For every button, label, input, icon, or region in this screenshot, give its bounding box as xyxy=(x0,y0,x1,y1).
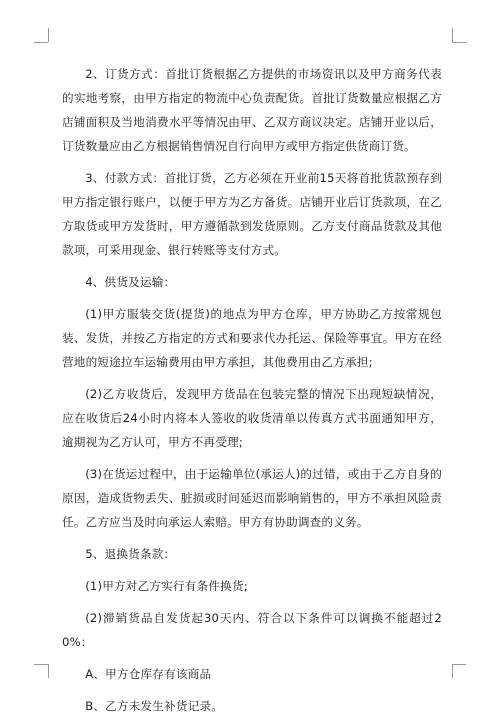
paragraph-order-method: 2、订货方式：首批订货根据乙方提供的市场资讯以及甲方商务代表的实地考察，由甲方指定的物流中心负责配货。首批订货数量应根据乙方店铺面积及当地消费水平等情况由甲、乙双方商议决定。店铺开业以后，订货数量应由乙方根据销售情况自行向甲方或甲方指定供货商订货。 xyxy=(62,67,442,153)
paragraph-payment-method: 3、付款方式：首批订货，乙方必须在开业前15天将首批货款预存到甲方指定银行账户，以便于甲方为乙方备货。店铺开业后订货款项，在乙方取货或甲方发货时，甲方遵循款到发货原则。乙方支付商品货款及其他款项，可采用现金、银行转账等支付方式。 xyxy=(62,171,442,257)
document-body xyxy=(62,62,442,718)
paragraph-condition-a: A、甲方仓库存有该商品 xyxy=(85,667,212,681)
paragraph-supply-item-3: (3)在货运过程中，由于运输单位(承运人)的过错，或由于乙方自身的原因，造成货物丢失、脏损或时间延迟而影响销售的，甲方不承担风险责任。乙方应当及时向承运人索赔。甲方有协助调查的义务。 xyxy=(62,467,442,529)
paragraph-return-item-2: (2)滞销货品自发货起30天内、符合以下条件可以调换不能超过20%： xyxy=(62,611,442,649)
heading-supply-transport: 4、供货及运输： xyxy=(85,275,176,289)
heading-return-exchange: 5、退换货条款： xyxy=(85,547,176,561)
paragraph-supply-item-2: (2)乙方收货后，发现甲方货品在包装完整的情况下出现短缺情况，应在收货后24小时内将本人签收的收货清单以传真方式书面通知甲方，逾期视为乙方认可，甲方不再受理; xyxy=(62,387,442,449)
paragraph-condition-b: B、乙方未发生补货记录。 xyxy=(85,699,224,713)
paragraph-return-item-1: (1)甲方对乙方实行有条件换货; xyxy=(85,579,248,593)
paragraph-supply-item-1: (1)甲方服装交货(提货)的地点为甲方仓库，甲方协助乙方按常规包装、发货，并按乙方指定的方式和要求代办托运、保险等事宜。甲方在经营地的短途拉车运输费用由甲方承担，其他费用由乙方承担; xyxy=(62,307,442,369)
